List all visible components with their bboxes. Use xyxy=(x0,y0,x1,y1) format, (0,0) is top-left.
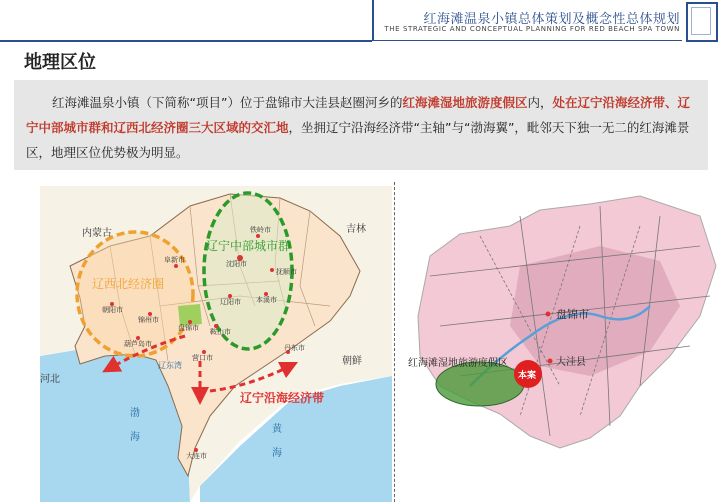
liaoning-map-svg xyxy=(40,186,392,502)
city-panjin: 盘锦市 xyxy=(178,324,199,332)
page-title: 地理区位 xyxy=(24,52,96,73)
liaoxibei-zone xyxy=(77,232,193,356)
city-yingkou: 营口市 xyxy=(192,354,213,362)
city-liaoyang: 辽阳市 xyxy=(220,298,241,306)
label-chaoxian: 朝鲜 xyxy=(342,356,362,367)
city-fuxin: 阜新市 xyxy=(164,256,185,264)
dawa-county-marker xyxy=(548,359,553,364)
label-dawa-county: 大洼县 xyxy=(556,357,586,368)
city-huludao: 葫芦岛市 xyxy=(124,340,152,348)
label-liaodongwan: 辽东湾 xyxy=(158,361,182,370)
label-bo: 渤 xyxy=(130,408,140,419)
map-divider xyxy=(394,182,395,502)
city-shenyang: 沈阳市 xyxy=(226,260,247,268)
label-hebei: 河北 xyxy=(40,374,60,385)
liaoning-regional-map xyxy=(40,186,392,502)
label-project-site: 本案 xyxy=(518,371,537,381)
label-wetland-resort: 红海滩湿地旅游度假区 xyxy=(408,358,508,369)
intro-text-3: ，坐拥辽宁沿海经济带“主轴”与“渤海翼”，毗邻天下独一无二的红海滩景区，地理区位优势极为明显。 xyxy=(26,120,690,160)
document-title: 红海滩温泉小镇总体策划及概念性总体规划 xyxy=(423,12,680,27)
intro-highlight-resort: 红海滩湿地旅游度假区 xyxy=(402,95,528,110)
city-tieling: 铁岭市 xyxy=(250,226,271,234)
panjin-city-marker xyxy=(546,312,551,317)
header-rule-right xyxy=(372,40,682,41)
header-rule-left xyxy=(0,40,372,42)
label-liaoxibei-zone: 辽西北经济圈 xyxy=(92,277,165,291)
fushun-marker xyxy=(270,268,274,272)
fuxin-marker xyxy=(174,264,178,268)
intro-text-2: 内， xyxy=(527,95,553,110)
label-central-cluster: 辽宁中部城市群 xyxy=(206,239,291,253)
intro-paragraph xyxy=(26,90,696,165)
label-jilin: 吉林 xyxy=(346,224,366,235)
tieling-marker xyxy=(256,234,260,238)
document-subtitle: THE STRATEGIC AND CONCEPTUAL PLANNING FOR RED BEACH SPA TOWN xyxy=(384,25,680,33)
label-coastal-belt: 辽宁沿海经济带 xyxy=(240,391,325,405)
intro-highlight-junction: 处在辽宁沿海经济带、辽宁中部城市群和辽西北经济圈三大区域的交汇地 xyxy=(26,95,690,135)
city-jinzhou: 锦州市 xyxy=(138,316,159,324)
label-panjin-city: 盘锦市 xyxy=(556,308,589,321)
intro-text-1: 红海滩温泉小镇（下简称“项目”）位于盘锦市大洼县赵圈河乡的 xyxy=(52,95,403,110)
label-neimenggu: 内蒙古 xyxy=(82,228,112,239)
header-divider xyxy=(372,0,374,41)
panjin-map-svg xyxy=(400,186,720,502)
label-huang: 黄 xyxy=(272,424,282,435)
panjin-detail-map xyxy=(400,186,720,502)
city-benxi: 本溪市 xyxy=(256,296,277,304)
header-logo-box xyxy=(686,2,718,42)
label-hai-bohai: 海 xyxy=(130,432,140,443)
city-fushun: 抚顺市 xyxy=(276,268,297,276)
label-hai-huanghai: 海 xyxy=(272,448,282,459)
city-chaoyang: 朝阳市 xyxy=(102,306,123,314)
city-dalian: 大连市 xyxy=(186,452,207,460)
city-dandong: 丹东市 xyxy=(284,344,305,352)
city-anshan: 鞍山市 xyxy=(210,328,231,336)
